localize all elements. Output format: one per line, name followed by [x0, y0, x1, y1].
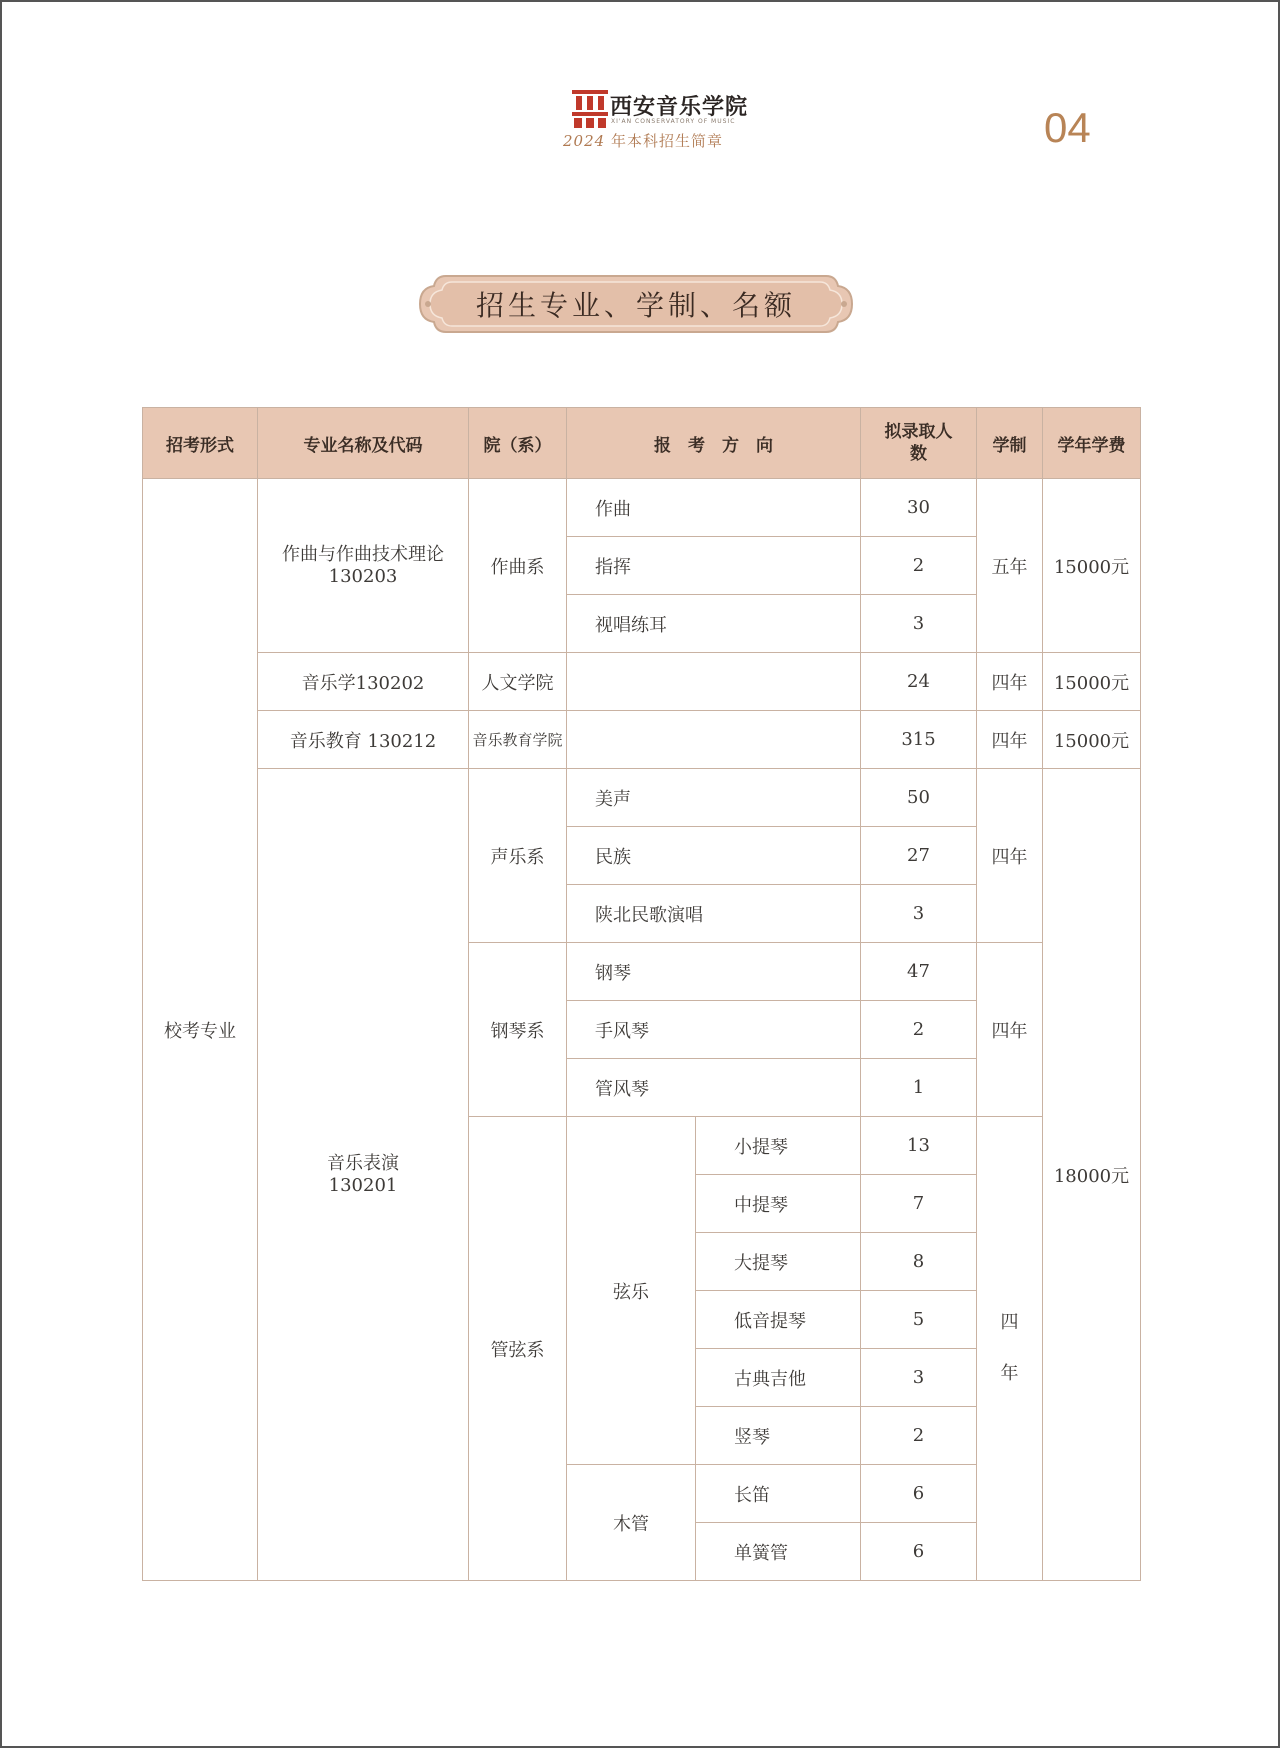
direction-cell: 竖琴: [696, 1407, 861, 1465]
school-name-en: XI'AN CONSERVATORY OF MUSIC: [611, 118, 736, 125]
school-logo: [570, 86, 610, 130]
table-row: [143, 653, 1141, 711]
major-cell: 音乐学130202: [258, 653, 469, 711]
direction-cell: 长笛: [696, 1465, 861, 1523]
group-cell: 木管: [567, 1465, 696, 1581]
direction-cell: 美声: [567, 769, 861, 827]
fee-cell: 18000元: [1043, 769, 1141, 1581]
header-direction: 报 考 方 向: [567, 408, 861, 479]
dept-cell: 音乐教育学院: [469, 711, 567, 769]
table-row: [143, 769, 1141, 827]
direction-cell: 民族: [567, 827, 861, 885]
header-major: 专业名称及代码: [258, 408, 469, 479]
quota-cell: 24: [861, 653, 977, 711]
direction-cell: 视唱练耳: [567, 595, 861, 653]
dept-cell: 声乐系: [469, 769, 567, 943]
fee-cell: 15000元: [1043, 711, 1141, 769]
group-cell: 弦乐: [567, 1117, 696, 1465]
years-line-2: 年: [1000, 1362, 1019, 1384]
brochure-year: 2024: [563, 132, 606, 150]
major-cell: 作曲与作曲技术理论130203: [258, 479, 469, 653]
direction-cell: 单簧管: [696, 1523, 861, 1581]
section-banner: [416, 272, 856, 336]
years-cell: 四年: [977, 711, 1043, 769]
quota-cell: 30: [861, 479, 977, 537]
direction-cell: [567, 653, 861, 711]
quota-cell: 27: [861, 827, 977, 885]
quota-cell: 315: [861, 711, 977, 769]
quota-cell: 47: [861, 943, 977, 1001]
years-cell: 四年: [977, 653, 1043, 711]
quota-cell: 2: [861, 537, 977, 595]
direction-cell: 陕北民歌演唱: [567, 885, 861, 943]
direction-cell: 古典吉他: [696, 1349, 861, 1407]
direction-cell: 低音提琴: [696, 1291, 861, 1349]
brochure-title: [563, 130, 723, 151]
direction-cell: [567, 711, 861, 769]
quota-cell: 8: [861, 1233, 977, 1291]
years-line-1: 四: [1000, 1312, 1019, 1334]
quota-cell: 3: [861, 1349, 977, 1407]
direction-cell: 指挥: [567, 537, 861, 595]
quota-cell: 5: [861, 1291, 977, 1349]
dept-cell: 作曲系: [469, 479, 567, 653]
quota-cell: 50: [861, 769, 977, 827]
years-cell: 四年: [977, 769, 1043, 943]
direction-cell: 作曲: [567, 479, 861, 537]
table-row: [143, 479, 1141, 537]
direction-cell: 管风琴: [567, 1059, 861, 1117]
quota-cell: 6: [861, 1523, 977, 1581]
header-quota: 拟录取人数: [861, 408, 977, 479]
direction-cell: 钢琴: [567, 943, 861, 1001]
quota-cell: 6: [861, 1465, 977, 1523]
brochure-title-text: 年本科招生简章: [610, 132, 723, 150]
direction-cell: 大提琴: [696, 1233, 861, 1291]
page-number: 04: [1044, 104, 1091, 151]
fee-cell: 15000元: [1043, 479, 1141, 653]
dept-cell: 人文学院: [469, 653, 567, 711]
header-years: 学制: [977, 408, 1043, 479]
quota-cell: 2: [861, 1407, 977, 1465]
school-name: 西安音乐学院: [610, 94, 749, 120]
section-title: 招生专业、学制、名额: [475, 289, 796, 322]
direction-cell: 小提琴: [696, 1117, 861, 1175]
table-header-row: [143, 408, 1141, 479]
years-cell: [977, 1117, 1043, 1581]
quota-cell: 3: [861, 885, 977, 943]
header-dept: 院（系）: [469, 408, 567, 479]
direction-cell: 中提琴: [696, 1175, 861, 1233]
quota-cell: 1: [861, 1059, 977, 1117]
dept-cell: 钢琴系: [469, 943, 567, 1117]
quota-cell: 2: [861, 1001, 977, 1059]
quota-cell: 13: [861, 1117, 977, 1175]
fee-cell: 15000元: [1043, 653, 1141, 711]
form-cell: 校考专业: [143, 479, 258, 1581]
years-cell: 五年: [977, 479, 1043, 653]
years-cell: 四年: [977, 943, 1043, 1117]
dept-cell: 管弦系: [469, 1117, 567, 1581]
admissions-table: [142, 407, 1141, 1581]
table-row: [143, 711, 1141, 769]
major-cell: 音乐表演130201: [258, 769, 469, 1581]
quota-cell: 3: [861, 595, 977, 653]
quota-cell: 7: [861, 1175, 977, 1233]
major-cell: 音乐教育 130212: [258, 711, 469, 769]
header-form: 招考形式: [143, 408, 258, 479]
direction-cell: 手风琴: [567, 1001, 861, 1059]
header-fee: 学年学费: [1043, 408, 1141, 479]
